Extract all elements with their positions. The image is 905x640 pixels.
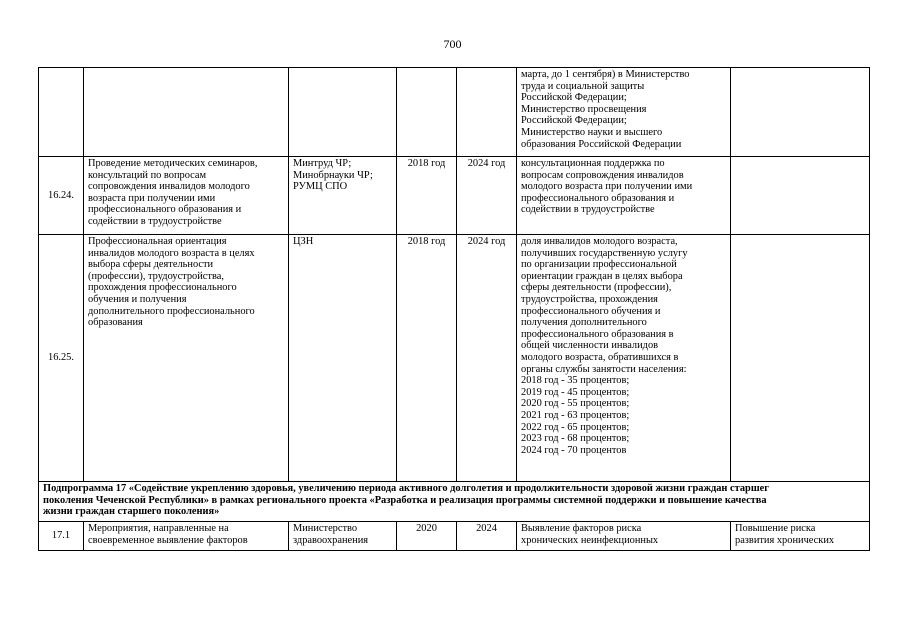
subprogram-heading-line: Подпрограмма 17 «Содействие укреплению здоровья, увеличению периода активного долголетия и продолжительности здоровой жизни граждан старшег — [43, 483, 769, 494]
result-cell-line: молодого возраста, обратившихся в — [521, 351, 679, 363]
event-cell-line: содействии в трудоустройстве — [88, 215, 222, 227]
event-cell-line: образования — [88, 317, 143, 329]
result-cell-line: образования Российской Федерации — [521, 138, 682, 150]
result-cell-line: Российской Федерации; — [521, 92, 627, 104]
result-cell-line: 2021 год - 63 процентов; — [521, 409, 630, 421]
result-cell-line: Министерство просвещения — [521, 103, 647, 115]
table-row — [39, 157, 870, 235]
result-cell-line: сферы деятельности (профессии), — [521, 282, 672, 294]
result-cell-line: 2023 год - 68 процентов; — [521, 433, 630, 445]
result-cell-line: молодого возраста при получении ими — [521, 181, 693, 193]
row-number — [39, 68, 84, 157]
event-cell-line: выбора сферы деятельности — [88, 259, 214, 271]
result-cell-line: вопросам сопровождения инвалидов — [521, 169, 684, 181]
executor-cell-line: Министерство — [293, 523, 358, 534]
start-year-cell: 2018 год — [397, 235, 457, 482]
executor-cell — [289, 522, 397, 551]
event-cell-line: консультаций по вопросам — [88, 169, 207, 181]
row-number: 16.24. — [39, 157, 84, 235]
executor-cell-line: ЦЗН — [293, 236, 314, 247]
indicator-cell — [731, 157, 870, 235]
table-row — [39, 522, 870, 551]
subprogram-heading-line: жизни граждан старшего поколения» — [43, 506, 220, 518]
executor-cell — [289, 235, 397, 482]
event-cell — [84, 157, 289, 235]
table-row — [39, 68, 870, 157]
event-cell-line: возраста при получении ими — [88, 192, 216, 204]
end-year-cell: 2024 год — [457, 157, 517, 235]
event-cell — [84, 522, 289, 551]
end-year-cell — [457, 68, 517, 157]
table-row — [39, 235, 870, 482]
event-cell-line: прохождения профессионального — [88, 282, 237, 294]
event-cell-line: дополнительного профессионального — [88, 305, 255, 317]
executor-cell-line: Минтруд ЧР; — [293, 158, 352, 169]
indicator-cell-line: развития хронических — [735, 534, 835, 546]
result-cell-line: 2018 год - 35 процентов; — [521, 375, 630, 387]
result-cell-line: ориентации граждан в целях выбора — [521, 270, 683, 282]
indicator-cell-line: Повышение риска — [735, 523, 816, 534]
indicator-cell — [731, 235, 870, 482]
result-cell-line: профессионального обучения и — [521, 305, 661, 317]
result-cell-line: хронических неинфекционных — [521, 534, 659, 546]
event-cell-line: своевременное выявление факторов — [88, 534, 248, 546]
result-cell-line: профессионального образования в — [521, 328, 674, 340]
executor-cell-line: здравоохранения — [293, 534, 369, 546]
result-cell — [517, 68, 731, 157]
end-year-cell: 2024 год — [457, 235, 517, 482]
result-cell-line: марта, до 1 сентября) в Министерство — [521, 69, 690, 80]
row-number: 16.25. — [39, 235, 84, 482]
result-cell-line: Министерство науки и высшего — [521, 126, 663, 138]
executor-cell-line: РУМЦ СПО — [293, 181, 348, 193]
result-cell-line: труда и социальной защиты — [521, 80, 645, 92]
executor-cell — [289, 157, 397, 235]
event-cell-line: Проведение методических семинаров, — [88, 158, 258, 169]
result-cell-line: консультационная поддержка по — [521, 158, 665, 169]
result-cell-line: органы службы занятости населения: — [521, 363, 687, 375]
result-cell-line: 2022 год - 65 процентов; — [521, 421, 630, 433]
result-cell — [517, 157, 731, 235]
result-cell-line: по организации профессиональной — [521, 259, 677, 271]
event-cell — [84, 68, 289, 157]
result-cell-line: получивших государственную услугу — [521, 247, 688, 259]
result-cell-line: получения дополнительного — [521, 317, 647, 329]
result-cell-line: Выявление факторов риска — [521, 523, 642, 534]
event-cell-line: обучения и получения — [88, 293, 187, 305]
subprogram-heading-line: поколения Чеченской Республики» в рамках регионального проекта «Разработка и реализация программы системной поддержки и повышение качества — [43, 494, 767, 506]
result-cell — [517, 235, 731, 482]
event-cell — [84, 235, 289, 482]
subprogram-row — [39, 482, 870, 522]
result-cell-line: профессионального образования и — [521, 192, 675, 204]
end-year-cell: 2024 — [457, 522, 517, 551]
indicator-cell — [731, 68, 870, 157]
event-cell-line: профессионального образования и — [88, 204, 242, 216]
measures-table — [38, 67, 870, 551]
event-cell-line: Профессиональная ориентация — [88, 236, 227, 247]
event-cell-line: (профессии), трудоустройства, — [88, 270, 224, 282]
result-cell-line: доля инвалидов молодого возраста, — [521, 236, 678, 247]
result-cell-line: 2024 год - 70 процентов — [521, 444, 627, 456]
executor-cell-line: Минобрнауки ЧР; — [293, 169, 373, 181]
indicator-cell — [731, 522, 870, 551]
result-cell — [517, 522, 731, 551]
start-year-cell: 2018 год — [397, 157, 457, 235]
result-cell-line: содействии в трудоустройстве — [521, 204, 655, 216]
result-cell-line: Российской Федерации; — [521, 115, 627, 127]
event-cell-line: сопровождения инвалидов молодого — [88, 181, 250, 193]
result-cell-line: общей численности инвалидов — [521, 340, 659, 352]
result-cell-line: трудоустройства, прохождения — [521, 293, 658, 305]
row-number: 17.1 — [39, 522, 84, 551]
start-year-cell — [397, 68, 457, 157]
event-cell-line: Мероприятия, направленные на — [88, 523, 229, 534]
result-cell-line: 2019 год - 45 процентов; — [521, 386, 630, 398]
executor-cell — [289, 68, 397, 157]
result-cell-line: 2020 год - 55 процентов; — [521, 398, 630, 410]
event-cell-line: инвалидов молодого возраста в целях — [88, 247, 255, 259]
subprogram-heading — [39, 482, 870, 522]
start-year-cell: 2020 — [397, 522, 457, 551]
page-number: 700 — [443, 37, 462, 51]
